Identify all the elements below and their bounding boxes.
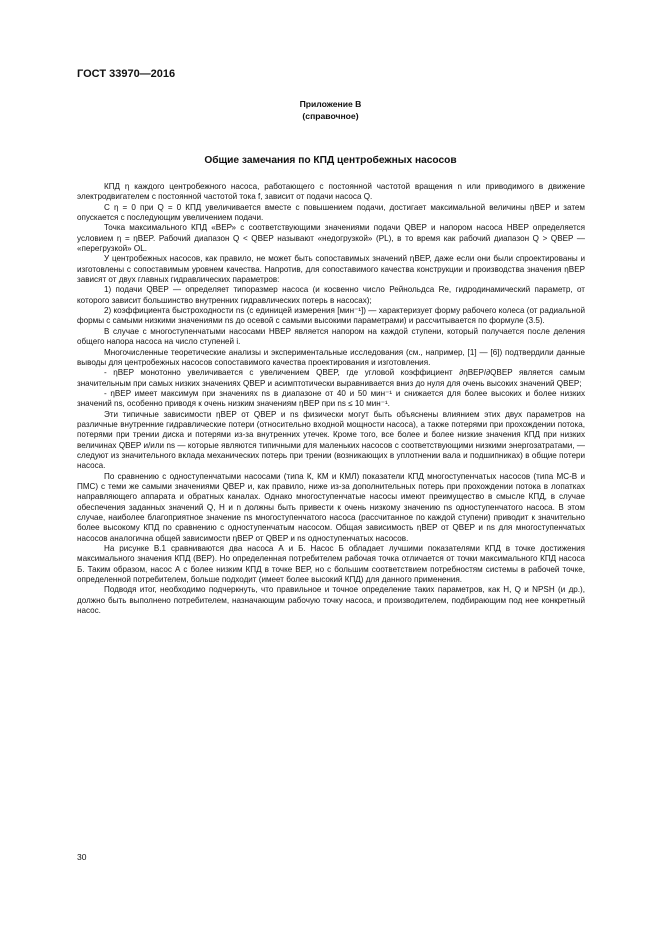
paragraph: У центробежных насосов, как правило, не может быть сопоставимых значений ηBEP, даже если они были спроектированы и изготовлены с сопоставимым уровнем качества. Напротив, для сопоставимого качества конструкции и производства значения ηBEP зависят от двух главных гидравлических параметров: xyxy=(77,254,585,285)
paragraph: Многочисленные теоретические анализы и экспериментальные исследования (см., например, [1] — [6]) подтвердили данные выводы для центробежных насосов сопоставимого качества проектирования и изготовления. xyxy=(77,347,585,367)
list-item: - ηBEP имеет максимум при значениях ns в диапазоне от 40 и 50 мин⁻¹ и снижается для более высоких и более низких значений ns, особенно приводя к очень низким значениям ηBEP при ns ≤ 10 мин⁻¹. xyxy=(77,388,585,409)
annex-heading xyxy=(0,98,661,122)
paragraph: КПД η каждого центробежного насоса, работающего с постоянной частотой вращения n или приводимого в движение электродвигателем с постоянной частотой тока f, зависит от подачи насоса Q. xyxy=(77,182,585,202)
list-item: 1) подачи QBEP — определяет типоразмер насоса (и косвенно число Рейнольдса Re, гидродинамический параметр, от которого зависит большинство внутренних гидравлических потерь в насосах); xyxy=(77,285,585,305)
paragraph: На рисунке В.1 сравниваются два насоса А и Б. Насос Б обладает лучшими показателями КПД в точке достижения максимального значения КПД (ВЕР). Но определенная потребителем рабочая точка отличается от точки максимального КПД насоса Б. Таким образом, насос А с более низким КПД в точке ВЕР, но с большим соответствием потребностям системы в рабочей точке, определенной потребителем, больше подходит (имеет более высокий КПД) для данного применения. xyxy=(77,544,585,585)
annex-title: Приложение В xyxy=(299,99,362,109)
section-title: Общие замечания по КПД центробежных насосов xyxy=(204,155,457,166)
page-number: 30 xyxy=(77,852,87,862)
paragraph: Точка максимального КПД «ВЕР» с соответствующими значениями подачи QBEP и напором насоса HBEP определяется условием η = ηBEP. Рабочий диапазон Q < QBEP называют «недогрузкой» (PL), в то время как рабочий диапазон Q > QBEP — «перегрузкой» OL. xyxy=(77,223,585,254)
document-body xyxy=(77,182,585,616)
list-item: 2) коэффициента быстроходности ns (с единицей измерения [мин⁻¹]) — характеризует форму рабочего колеса (от радиальной формы с самыми низкими значениями ns до осевой с самыми высокими параметрами) и рассчитывается по формуле (3.5). xyxy=(77,306,585,326)
paragraph: Подводя итог, необходимо подчеркнуть, что правильное и точное определение таких параметров, как H, Q и NPSH (и др.), должно быть выполнено потребителем, назначающим рабочую точку насоса, и производителем, подбирающим под нее конкретный насос. xyxy=(77,585,585,616)
paragraph: В случае с многоступенчатыми насосами HBEP является напором на каждой ступени, который получается после деления общего напора насоса на число ступеней i. xyxy=(77,326,585,347)
paragraph: По сравнению с одноступенчатыми насосами (типа К, КМ и КМЛ) показатели КПД многоступенчатых насосов (типа МС-В и ПМС) с теми же самыми значениями QBEP и, как правило, ниже из-за дополнительных потерь при прохождении потока в лопатках направляющего аппарата и обратных каналах. Однако многоступенчатые насосы имеют преимущество в смысле КПД, в случае обеспечения заданных значений Q, H и n должны быть привести к очень низкому значению ns одноступенчатого насоса. В этом случае, наиболее благоприятное значение ns многоступенчатого насоса (рассчитанное по каждой ступени) приводит к значительно более высокому КПД по сравнению с одноступенчатым насосом. Общая зависимость ηBEP от QBEP и ns для многоступенчатых насосов аналогична общей зависимости ηBEP от QBEP и ns одноступенчатых насосов. xyxy=(77,471,585,543)
paragraph: Эти типичные зависимости ηBEP от QBEP и ns физически могут быть объяснены влиянием этих двух параметров на различные внутренние гидравлические потери (относительно входной мощности насоса), а также потерями при прохождении потока, потерями при трении диска и потерями из-за внутренних утечек. Кроме того, все более и более низкие значения КПД при низких величинах QBEP и/или ns — которые являются типичными для маленьких насосов с соответствующими низкими энергозатратами, — следуют из значительного вклада механических потерь при трении (возникающих в уплотнении вала и подшипниках) в общие потери насоса. xyxy=(77,409,585,471)
paragraph: С η = 0 при Q = 0 КПД увеличивается вместе с повышением подачи, достигает максимальной величины ηBEP и затем опускается с последующим увеличением подачи. xyxy=(77,202,585,223)
annex-subtitle: (справочное) xyxy=(302,111,359,121)
document-header: ГОСТ 33970—2016 xyxy=(77,68,176,80)
list-item: - ηBEP монотонно увеличивается с увеличением QBEP, где угловой коэффициент ∂ηBEP/∂QBEP является самым значительным при самых низких значениях QBEP и асимптотически выравнивается вниз до нуля для очень высоких значений QBEP; xyxy=(77,368,585,388)
